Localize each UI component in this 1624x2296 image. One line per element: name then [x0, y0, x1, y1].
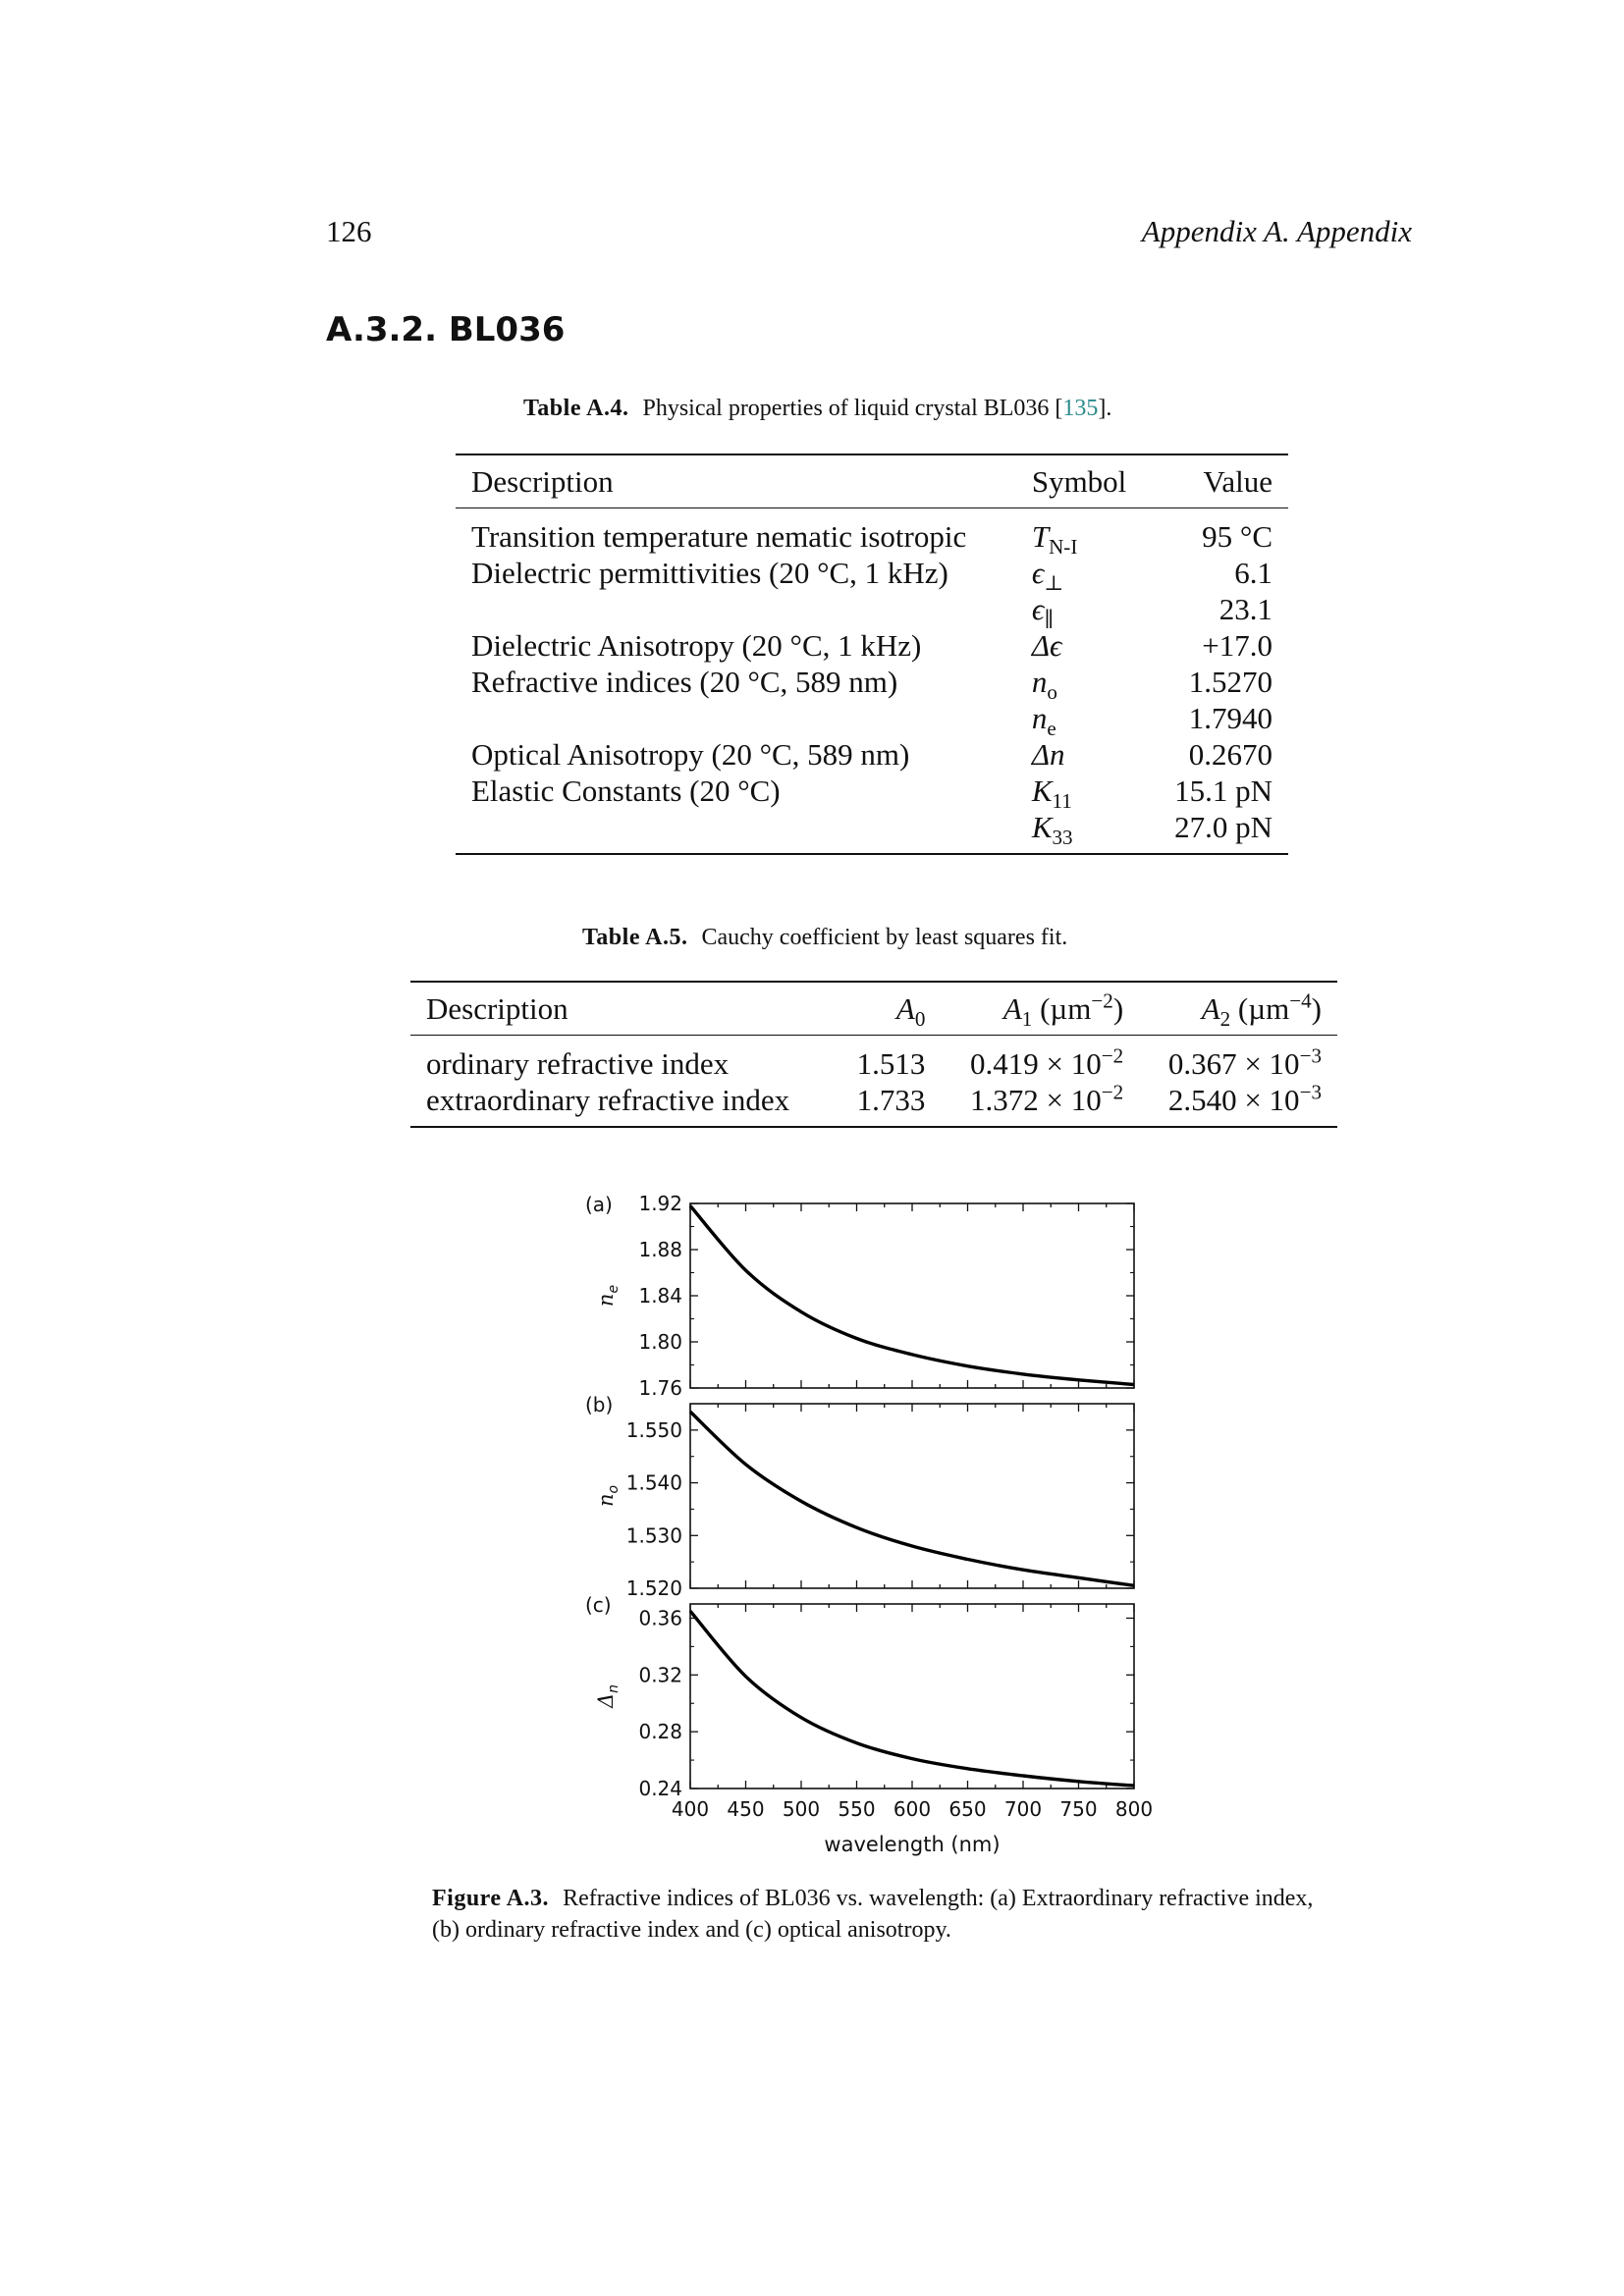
- y-tick-label: 1.88: [638, 1238, 682, 1261]
- symbol-sub: 11: [1052, 789, 1072, 814]
- symbol-main: Δϵ: [1031, 628, 1062, 663]
- page-number: 126: [326, 214, 372, 248]
- symbol-main: ϵ: [1031, 556, 1045, 590]
- row-value: +17.0: [1202, 628, 1272, 663]
- citation-link[interactable]: 135: [1062, 396, 1099, 421]
- row-a0: 1.733: [856, 1083, 926, 1117]
- plot-frame: [690, 1404, 1134, 1588]
- table-row: [456, 700, 1288, 736]
- table-a5-caption-text: Cauchy coefficient by least squares fit.: [701, 925, 1068, 950]
- row-description: [456, 700, 1016, 736]
- x-tick-label: 550: [838, 1797, 876, 1821]
- series-line: [690, 1611, 1134, 1786]
- y-axis-label: [594, 1684, 622, 1709]
- header-symbol: Symbol: [1031, 464, 1127, 499]
- plot-frame: [690, 1604, 1134, 1789]
- running-title: Appendix A. Appendix: [1141, 214, 1412, 248]
- figure-a3: [550, 1178, 1178, 1865]
- symbol-sub: ∥: [1044, 608, 1055, 632]
- table-a4-caption: [523, 396, 1111, 422]
- figure-a3-label: Figure A.3.: [432, 1886, 550, 1911]
- table-row: [456, 508, 1288, 556]
- table-row: [456, 555, 1288, 591]
- x-axis-label: wavelength (nm): [824, 1833, 1001, 1856]
- row-value: 1.5270: [1188, 665, 1272, 699]
- x-tick-label: 700: [1003, 1797, 1043, 1821]
- x-tick-label: 750: [1059, 1797, 1098, 1821]
- table-row: [456, 736, 1288, 773]
- row-description: Elastic Constants (20 °C): [471, 774, 781, 808]
- symbol-sub: 33: [1052, 826, 1073, 850]
- panel-label: (b): [585, 1393, 614, 1416]
- table-a4-label: Table A.4.: [523, 396, 629, 421]
- row-a2: $2.540 \times 10^{-3}$: [1167, 1080, 1322, 1117]
- y-axis-label: [594, 1285, 622, 1307]
- row-symbol: [1016, 809, 1151, 854]
- y-tick-label: 0.24: [638, 1777, 682, 1800]
- y-tick-label: 0.32: [638, 1663, 682, 1687]
- y-tick-label: 1.530: [625, 1523, 682, 1548]
- symbol-main: ϵ: [1031, 592, 1045, 626]
- header-a0: $A_0$: [895, 991, 926, 1032]
- row-symbol: [1016, 773, 1151, 814]
- header-description: Description: [471, 464, 614, 499]
- row-value: 6.1: [1234, 556, 1272, 590]
- row-symbol: [1016, 508, 1151, 560]
- series-line: [690, 1412, 1134, 1585]
- y-axis-label-sub: e: [606, 1284, 622, 1294]
- row-a2: $0.367 \times 10^{-3}$: [1167, 1043, 1322, 1081]
- y-axis-label-sub: n: [606, 1683, 622, 1693]
- row-symbol: [1016, 627, 1151, 664]
- row-description: Transition temperature nematic isotropic: [471, 519, 967, 554]
- y-axis-label-sub: o: [606, 1484, 622, 1494]
- table-header-row: [410, 982, 1337, 1036]
- row-value: 23.1: [1218, 592, 1272, 626]
- row-description: extraordinary refractive index: [426, 1083, 790, 1117]
- x-tick-label: 600: [893, 1797, 932, 1821]
- table-a4-caption-end: ].: [1098, 396, 1112, 421]
- y-tick-label: 0.28: [638, 1720, 682, 1744]
- y-axis-label-main: n: [594, 1293, 618, 1308]
- x-tick-label: 800: [1114, 1797, 1154, 1821]
- row-a0: 1.513: [856, 1046, 926, 1081]
- y-axis-label-main: n: [594, 1493, 618, 1508]
- symbol-main: n: [1031, 701, 1048, 735]
- series-line: [690, 1205, 1134, 1384]
- table-row: [456, 773, 1288, 809]
- header-a2: $A_2$ (µm$^{-4}$): [1201, 988, 1322, 1032]
- y-tick-label: 1.92: [638, 1192, 682, 1215]
- row-value: 1.7940: [1188, 701, 1272, 735]
- header-a1: $A_1$ (µm$^{-2}$): [1002, 988, 1124, 1032]
- symbol-sub: ⊥: [1044, 571, 1064, 596]
- symbol-main: K: [1031, 774, 1053, 808]
- x-tick-label: 650: [948, 1797, 987, 1821]
- refractive-index-chart: [550, 1178, 1178, 1865]
- table-row: [410, 1036, 1337, 1083]
- table-row: [456, 809, 1288, 854]
- row-symbol: [1016, 664, 1151, 705]
- table-a4: [456, 454, 1288, 855]
- panel-label: (c): [585, 1593, 612, 1617]
- y-tick-label: 1.84: [638, 1284, 682, 1308]
- row-description: [456, 591, 1016, 627]
- row-description: [456, 809, 1016, 854]
- symbol-main: Δn: [1031, 737, 1065, 772]
- panel-label: (a): [585, 1193, 613, 1216]
- plot-frame: [690, 1203, 1134, 1388]
- table-a5-caption: [582, 925, 1067, 951]
- row-description: Dielectric permittivities (20 °C, 1 kHz): [471, 556, 948, 590]
- symbol-main: K: [1031, 810, 1053, 844]
- x-tick-label: 400: [671, 1797, 710, 1821]
- symbol-sub: N-I: [1049, 535, 1078, 560]
- symbol-main: n: [1031, 665, 1048, 699]
- row-description: Dielectric Anisotropy (20 °C, 1 kHz): [471, 628, 922, 663]
- figure-a3-caption: [432, 1883, 1316, 1946]
- y-tick-label: 1.550: [625, 1417, 682, 1442]
- y-axis-label: [594, 1485, 622, 1507]
- header-value: Value: [1203, 464, 1272, 499]
- row-description: Optical Anisotropy (20 °C, 589 nm): [471, 737, 910, 772]
- section-title: A.3.2. BL036: [326, 310, 566, 349]
- symbol-main: T: [1031, 519, 1050, 554]
- x-tick-label: 450: [727, 1797, 765, 1821]
- row-symbol: [1016, 736, 1151, 773]
- y-tick-label: 1.540: [625, 1470, 682, 1495]
- table-row: [456, 664, 1288, 700]
- row-symbol: [1016, 700, 1151, 741]
- symbol-sub: e: [1047, 717, 1056, 741]
- row-symbol: [1016, 555, 1151, 596]
- header-description: Description: [426, 991, 568, 1026]
- table-a4-caption-text: Physical properties of liquid crystal BL036 [: [642, 396, 1063, 421]
- row-value: 27.0 pN: [1174, 810, 1272, 844]
- table-a5: [410, 981, 1337, 1128]
- y-tick-label: 1.520: [625, 1576, 682, 1600]
- y-tick-label: 0.36: [638, 1606, 682, 1630]
- x-tick-label: 500: [782, 1797, 821, 1821]
- table-row: [410, 1082, 1337, 1127]
- table-row: [456, 627, 1288, 664]
- row-description: Refractive indices (20 °C, 589 nm): [471, 665, 898, 699]
- figure-a3-caption-text: Refractive indices of BL036 vs. wavelength: (a) Extraordinary refractive index, (b) ordinary refractive index and (c) optical anisotropy.: [432, 1886, 1314, 1943]
- row-value: 95 °C: [1202, 519, 1272, 554]
- table-header-row: [456, 454, 1288, 508]
- y-tick-label: 1.76: [638, 1376, 682, 1400]
- row-a1: $0.419 \times 10^{-2}$: [970, 1043, 1124, 1081]
- row-symbol: [1016, 591, 1151, 632]
- row-value: 15.1 pN: [1174, 774, 1272, 808]
- table-row: [456, 591, 1288, 627]
- table-a5-label: Table A.5.: [582, 925, 688, 950]
- row-value: 0.2670: [1188, 737, 1272, 772]
- row-a1: $1.372 \times 10^{-2}$: [970, 1080, 1124, 1117]
- symbol-sub: o: [1047, 680, 1057, 705]
- row-description: ordinary refractive index: [426, 1046, 730, 1081]
- y-axis-label-main: Δ: [594, 1692, 618, 1709]
- y-tick-label: 1.80: [638, 1330, 682, 1354]
